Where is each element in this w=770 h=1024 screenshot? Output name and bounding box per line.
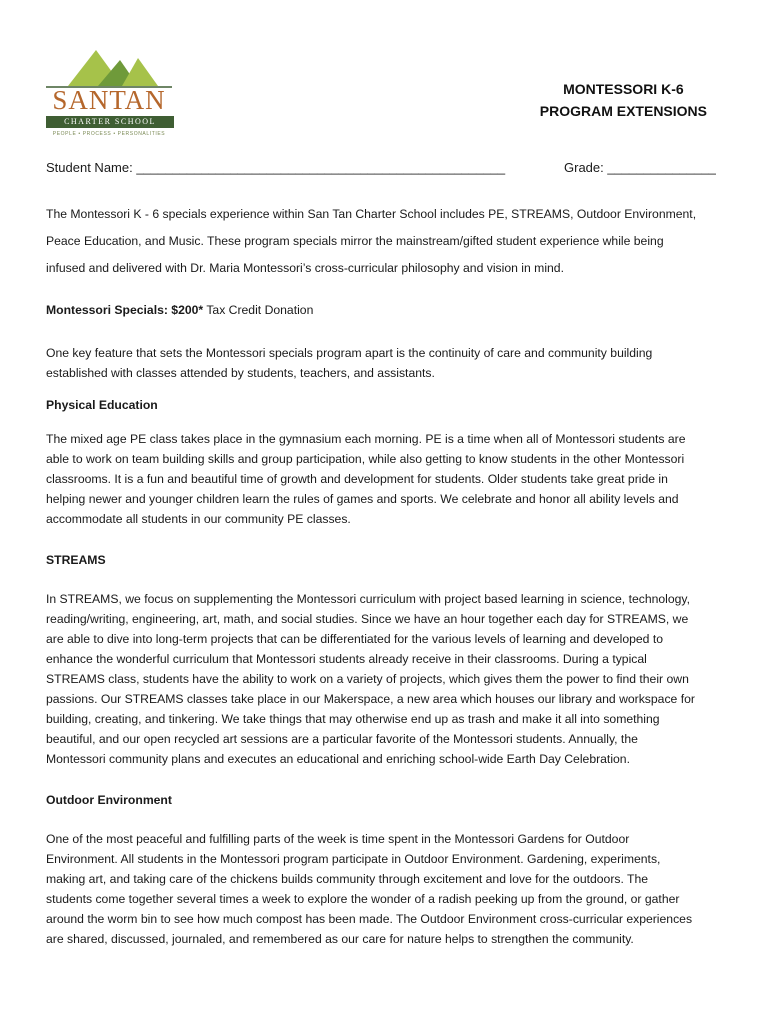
outdoor-paragraph (46, 829, 730, 949)
feature-line: established with classes attended by students, teachers, and assistants. (46, 366, 435, 380)
streams-line: STREAMS class, students have the ability to work on a variety of projects, which gives them the power to find their own (46, 672, 689, 686)
pe-line: classrooms. It is a fun and beautiful time of growth and development for students. Older students take great pride in (46, 472, 668, 486)
pe-line: helping newer and younger children learn the rules of games and sports. We celebrate and honor all ability levels and (46, 492, 679, 506)
intro-line: infused and delivered with Dr. Maria Montessori’s cross-curricular philosophy and vision in mind. (46, 261, 564, 275)
outdoor-line: One of the most peaceful and fulfilling parts of the week is time spent in the Montessori Gardens for Outdoor (46, 832, 630, 846)
outdoor-line: around the worm bin to see how much compost has been made. The Outdoor Environment cross-curricular experiences (46, 912, 693, 926)
feature-line: One key feature that sets the Montessori specials program apart is the continuity of care and community building (46, 346, 653, 360)
outdoor-line: making art, and taking care of the chickens builds community through excitement and love for the outdoors. The (46, 872, 649, 886)
pe-line: The mixed age PE class takes place in the gymnasium each morning. PE is a time when all of Montessori students are (46, 432, 686, 446)
outdoor-line: students come together several times a week to explore the wonder of a radish peeking up from the ground, or gather (46, 892, 680, 906)
intro-line: The Montessori K - 6 specials experience within San Tan Charter School includes PE, STREAMS, Outdoor Environment, (46, 207, 697, 221)
student-name-field: Student Name: ___________________________________________________ (46, 160, 506, 175)
intro-line: Peace Education, and Music. These program specials mirror the mainstream/gifted student experience while being (46, 234, 664, 248)
streams-line: Montessori community plans and executes an educational and enriching school-wide Earth Day Celebration. (46, 752, 630, 766)
logo-tagline: PEOPLE • PROCESS • PERSONALITIES (52, 131, 166, 137)
mountain-logo-icon (42, 46, 176, 88)
pe-paragraph (46, 429, 730, 529)
outdoor-line: are shared, discussed, journaled, and remembered as our care for nature helps to strengthen the community. (46, 932, 634, 946)
feature-paragraph (46, 343, 730, 383)
streams-line: enhance the wonderful curriculum that Montessori students already receive in their classrooms. During a typical (46, 652, 647, 666)
outdoor-line: Environment. All students in the Montessori program participate in Outdoor Environment. Gardening, experiments, (46, 852, 661, 866)
streams-paragraph (46, 589, 730, 769)
intro-paragraph (46, 201, 730, 282)
document-title (540, 78, 707, 122)
title-line-2: PROGRAM EXTENSIONS (539, 103, 707, 119)
streams-line: reading/writing, engineering, art, math, and social studies. Since we have an hour together each day for STREAMS, we (46, 612, 689, 626)
pe-heading: Physical Education (46, 398, 158, 412)
logo-band: CHARTER SCHOOL (46, 116, 174, 128)
streams-line: passions. Our STREAMS classes take place in our Makerspace, a new area which houses our library and workspace for (46, 692, 695, 706)
streams-line: beautiful, and our open recycled art sessions are a particular favorite of the Montessori students. Annually, the (46, 732, 638, 746)
specials-rest: Tax Credit Donation (203, 303, 314, 317)
title-line-1: MONTESSORI K-6 (563, 81, 684, 97)
school-logo (42, 46, 176, 138)
logo-name: SANTAN (52, 85, 166, 115)
streams-line: In STREAMS, we focus on supplementing the Montessori curriculum with project based learning in science, technology, (46, 592, 690, 606)
streams-line: are able to dive into long-term projects that can be differentiated for the various levels of learning and developed to (46, 632, 663, 646)
streams-heading: STREAMS (46, 553, 106, 567)
pe-line: able to work on team building skills and group participation, while also getting to know students in the other Montessori (46, 452, 685, 466)
pe-line: accommodate all students in our community PE classes. (46, 512, 351, 526)
specials-label: Montessori Specials: $200* (46, 303, 204, 317)
outdoor-heading: Outdoor Environment (46, 793, 172, 807)
streams-line: building, creating, and tinkering. We take things that may otherwise end up as trash and make it all into something (46, 712, 660, 726)
grade-field: Grade: _______________ (564, 160, 716, 175)
specials-line (46, 300, 730, 320)
